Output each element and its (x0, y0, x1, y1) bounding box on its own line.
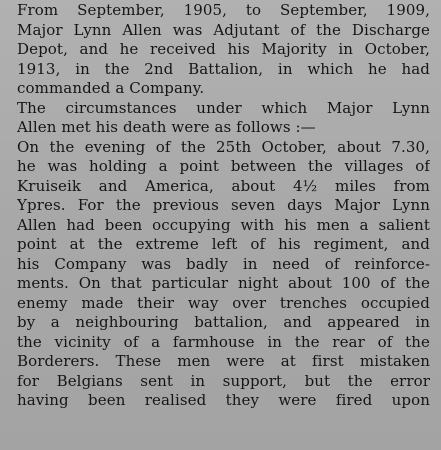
text-line: 1913, in the 2nd Battalion, in which he had (17, 59, 430, 78)
text-line: by a neighbouring battalion, and appeared in (17, 313, 430, 331)
text-line: the vicinity of a farmhouse in the rear of the (17, 332, 430, 351)
text-line: for Belgians sent in support, but the error (17, 371, 430, 390)
text-line: enemy made their way over trenches occupied (17, 293, 430, 312)
text-line: commanded a Company. (17, 79, 205, 97)
text-line: ments. On that particular night about 100 of the (17, 274, 430, 292)
text-line: point at the extreme left of his regiment, and (17, 235, 430, 253)
text-line: On the evening of the 25th October, about 7.30, (17, 137, 430, 156)
text-line: Allen met his death were as follows :— (17, 118, 316, 136)
text-line: Kruiseik and America, about 4½ miles from (17, 176, 430, 195)
text-line: Borderers. These men were at first mistaken (17, 352, 430, 370)
text-line: he was holding a point between the villages of (17, 157, 430, 175)
text-line: From September, 1905, to September, 1909, (17, 1, 430, 19)
text-line: Major Lynn Allen was Adjutant of the Discharge (17, 20, 430, 39)
text-line: Allen had been occupying with his men a salient (17, 215, 430, 234)
text-line: his Company was badly in need of reinforce- (17, 254, 430, 273)
text-line: The circumstances under which Major Lynn (17, 98, 430, 117)
text-line: having been realised they were fired upon (17, 391, 430, 409)
text-line: Depot, and he received his Majority in October, (17, 40, 430, 58)
text-line: Ypres. For the previous seven days Major Lynn (17, 196, 430, 214)
